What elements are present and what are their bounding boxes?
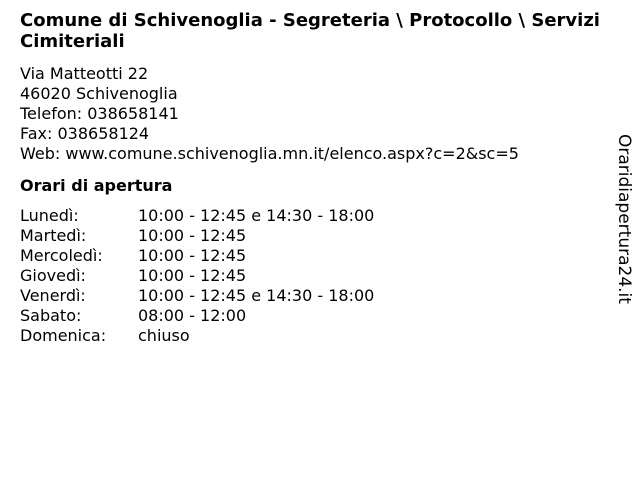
hours-row-monday — [20, 206, 615, 226]
business-card — [20, 10, 615, 346]
time-range: 10:00 - 12:45 — [138, 266, 247, 285]
time-range: 10:00 - 12:45 e 14:30 - 18:00 — [138, 206, 375, 225]
day-label: Domenica: — [20, 326, 107, 345]
hours-row-tuesday — [20, 226, 615, 246]
time-range: 10:00 - 12:45 — [138, 226, 247, 245]
hours-row-friday — [20, 286, 615, 306]
time-range: 08:00 - 12:00 — [138, 306, 247, 325]
address-block — [20, 64, 615, 164]
time-range: 10:00 - 12:45 — [138, 246, 247, 265]
postal-city: 46020 Schivenoglia — [20, 84, 178, 103]
day-label: Martedì: — [20, 226, 87, 245]
street-address: Via Matteotti 22 — [20, 64, 149, 83]
hours-row-wednesday — [20, 246, 615, 266]
day-label: Sabato: — [20, 306, 82, 325]
fax-number: Fax: 038658124 — [20, 124, 150, 143]
day-label: Mercoledì: — [20, 246, 103, 265]
phone-number: Telefon: 038658141 — [20, 104, 179, 123]
business-title: Comune di Schivenoglia - Segreteria \ Protocollo \ Servizi Cimiteriali — [20, 10, 600, 52]
time-range: chiuso — [138, 326, 190, 345]
site-watermark: Oraridiapertura24.it — [614, 134, 634, 304]
hours-row-saturday — [20, 306, 615, 326]
hours-row-sunday — [20, 326, 615, 346]
opening-hours-heading: Orari di apertura — [20, 176, 173, 195]
opening-hours-table — [20, 206, 615, 346]
time-range: 10:00 - 12:45 e 14:30 - 18:00 — [138, 286, 375, 305]
day-label: Giovedì: — [20, 266, 86, 285]
day-label: Lunedì: — [20, 206, 79, 225]
website: Web: www.comune.schivenoglia.mn.it/elenco.aspx?c=2&sc=5 — [20, 144, 519, 163]
day-label: Venerdì: — [20, 286, 86, 305]
hours-row-thursday — [20, 266, 615, 286]
